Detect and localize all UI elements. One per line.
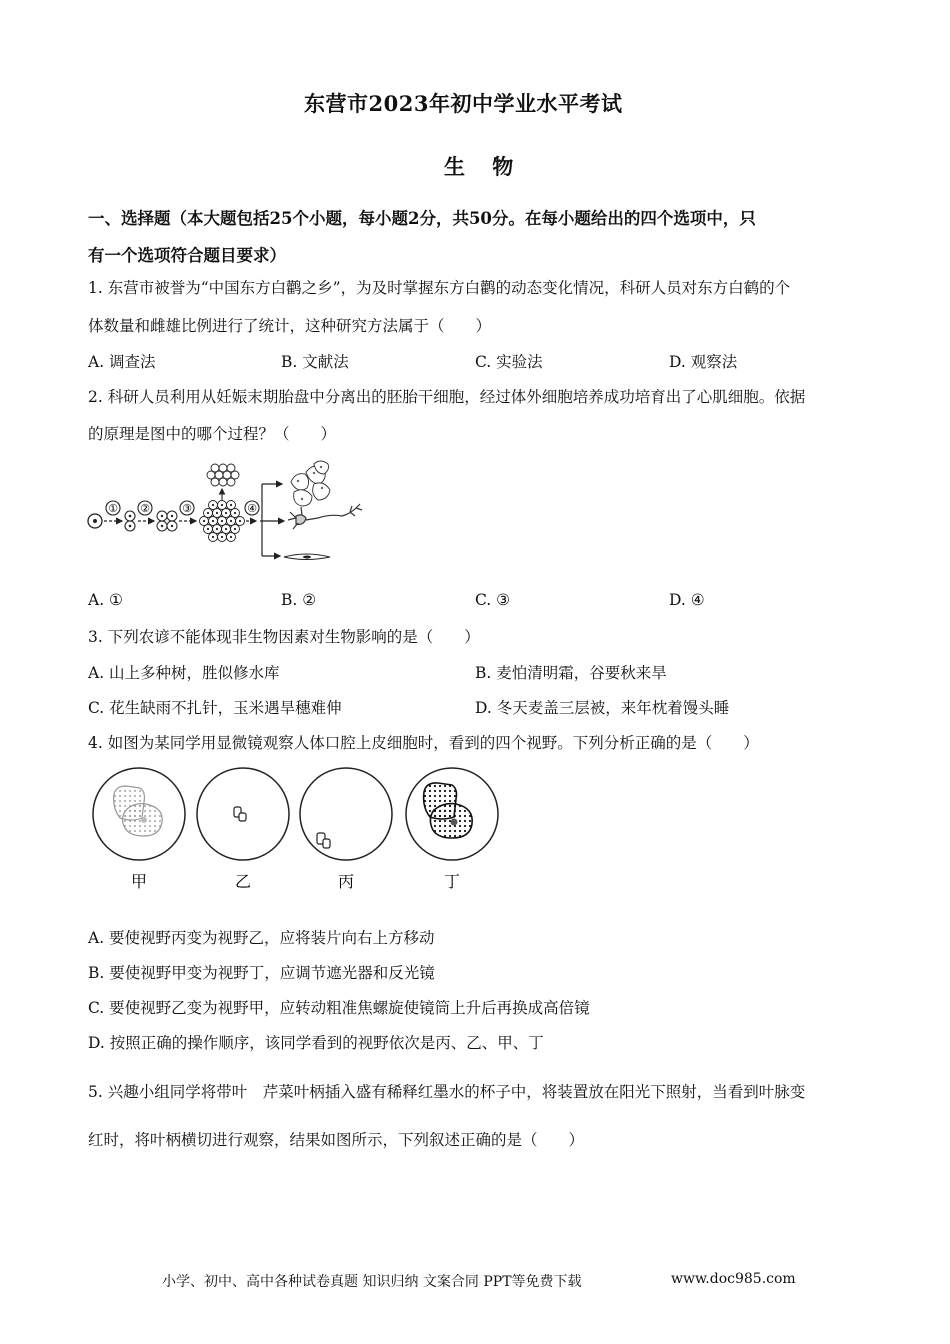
section-heading-line2: 有一个选项符合题目要求） [88, 246, 286, 265]
footer-url[interactable]: www.doc985.com [671, 1271, 796, 1287]
q1-option-d: D. 观察法 [669, 353, 738, 371]
q3-option-c: C. 花生缺雨不扎针，玉米遇旱穗难伸 [88, 699, 342, 717]
q2-option-b: B. ② [281, 591, 317, 609]
field-bing [300, 768, 392, 860]
diagram-label-4: ④ [247, 502, 257, 515]
q4-option-b: B. 要使视野甲变为视野丁，应调节遮光器和反光镜 [88, 964, 435, 982]
diagram-label-3: ③ [182, 502, 192, 515]
section-heading-line1: 一、选择题（本大题包括25个小题，每小题2分，共50分。在每小题给出的四个选项中，只 [88, 209, 756, 228]
field-label-ding: 丁 [443, 872, 461, 891]
diagram-label-1: ① [108, 502, 118, 515]
q3-option-b: B. 麦怕清明霜，谷要秋来旱 [475, 664, 667, 682]
microscope-fields-diagram [88, 764, 508, 894]
q3-option-a: A. 山上多种树，胜似修水库 [88, 664, 280, 682]
q3-option-d: D. 冬天麦盖三层被，来年枕着馒头睡 [475, 699, 730, 717]
q4-option-c: C. 要使视野乙变为视野甲，应转动粗准焦螺旋使镜筒上升后再换成高倍镜 [88, 999, 590, 1017]
question-3-line1: 3. 下列农谚不能体现非生物因素对生物影响的是（ ） [88, 628, 480, 646]
field-label-jia: 甲 [130, 872, 148, 891]
diagram-label-2: ② [140, 502, 150, 515]
q2-option-a: A. ① [88, 591, 123, 609]
subject-title: 生 物 [444, 154, 524, 179]
question-5-line1: 5. 兴趣小组同学将带叶 芹菜叶柄插入盛有稀释红墨水的杯子中，将装置放在阳光下照射，当看到叶脉变 [88, 1083, 806, 1101]
q1-option-a: A. 调查法 [88, 353, 156, 371]
question-4-line1: 4. 如图为某同学用显微镜观察人体口腔上皮细胞时，看到的四个视野。下列分析正确的是（ ） [88, 734, 759, 752]
neuron-cell [288, 504, 362, 529]
question-1-line2: 体数量和雌雄比例进行了统计，这种研究方法属于（ ） [88, 317, 492, 335]
question-5-line2: 红时，将叶柄横切进行观察，结果如图所示，下列叙述正确的是（ ） [88, 1131, 585, 1149]
q4-option-a: A. 要使视野丙变为视野乙，应将装片向右上方移动 [88, 929, 435, 947]
q2-option-c: C. ③ [475, 591, 511, 609]
footer-text: 小学、初中、高中各种试卷真题 知识归纳 文案合同 PPT等免费下载 [162, 1274, 582, 1290]
q2-option-d: D. ④ [669, 591, 705, 609]
question-1-line1: 1. 东营市被誉为“中国东方白鹳之乡”，为及时掌握东方白鹳的动态变化情况，科研人员对东方白鹤的个 [88, 279, 791, 297]
field-label-yi: 乙 [234, 872, 252, 891]
q4-option-d: D. 按照正确的操作顺序，该同学看到的视野依次是丙、乙、甲、丁 [88, 1034, 544, 1052]
question-2-line1: 2. 科研人员利用从妊娠末期胎盘中分离出的胚胎干细胞，经过体外细胞培养成功培育出了心肌细胞。依据 [88, 388, 806, 406]
cell-differentiation-diagram [84, 462, 374, 572]
exam-title: 东营市2023年初中学业水平考试 [304, 91, 623, 116]
q1-option-c: C. 实验法 [475, 353, 543, 371]
field-label-bing: 丙 [337, 872, 355, 891]
question-2-line2: 的原理是图中的哪个过程？（ ） [88, 425, 337, 443]
q1-option-b: B. 文献法 [281, 353, 349, 371]
